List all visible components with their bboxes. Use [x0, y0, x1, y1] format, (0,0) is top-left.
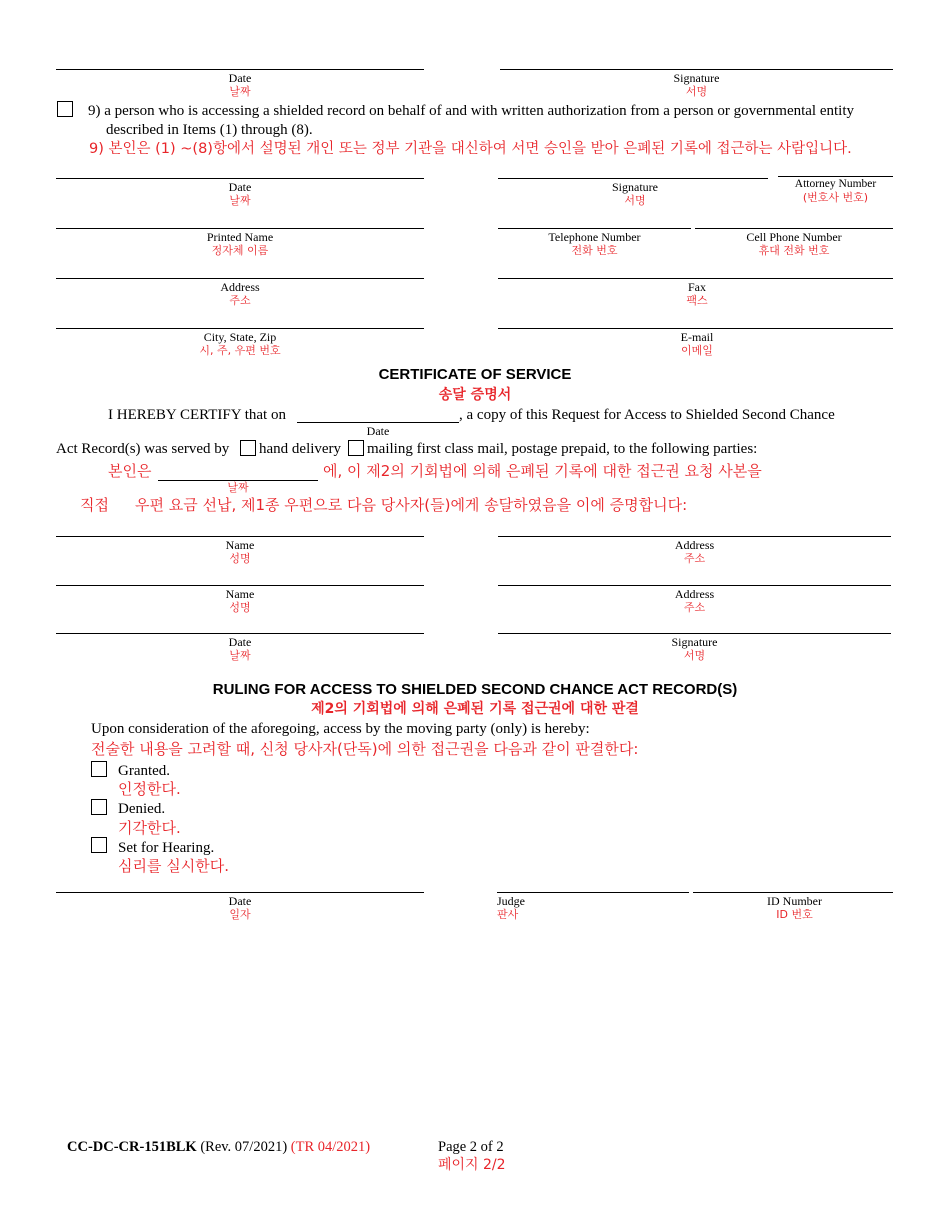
date-label: Date 날짜 [228, 180, 252, 207]
date-label: Date 날짜 [228, 71, 252, 98]
form-revision: (Rev. 07/2021) [200, 1139, 288, 1155]
granted-label: Granted. [118, 763, 171, 779]
hand-delivery-label-kr: 직접 [80, 496, 109, 514]
judge-label: Judge 판사 [497, 894, 525, 921]
form-number: CC-DC-CR-151BLK [67, 1139, 197, 1155]
field-line[interactable] [498, 228, 691, 229]
service-signature-label: Signature 서명 [671, 635, 718, 662]
service-date-line[interactable] [297, 422, 459, 423]
field-line[interactable] [56, 278, 424, 279]
mail-label: mailing first class mail, postage prepaid, to the following parties: [367, 441, 758, 457]
signature-line[interactable] [56, 69, 424, 70]
party-address-label: Address 주소 [674, 538, 715, 565]
granted-checkbox[interactable] [91, 761, 107, 777]
page-number-kr: 페이지 2/2 [438, 1157, 506, 1173]
field-line[interactable] [498, 178, 768, 179]
field-line[interactable] [693, 892, 893, 893]
attorney-number-label: Attorney Number (번호사 번호) [794, 178, 877, 204]
address-label: Address 주소 [220, 280, 260, 307]
field-line[interactable] [56, 328, 424, 329]
ruling-date-label: Date 일자 [228, 894, 252, 921]
form-id [67, 1138, 370, 1156]
certificate-title-kr: 송달 증명서 [438, 387, 512, 403]
page-number: Page 2 of 2 [438, 1139, 504, 1155]
party-address-label: Address 주소 [674, 587, 715, 614]
service-date-label: Date [366, 424, 390, 438]
denied-label: Denied. [118, 801, 166, 817]
fax-label: Fax 팩스 [686, 280, 708, 307]
service-sign-date-label: Date 날짜 [228, 635, 252, 662]
signature-line[interactable] [500, 69, 893, 70]
ruling-title-kr: 제2의 기회법에 의해 은폐된 기록 접근권에 대한 판결 [311, 701, 639, 717]
hearing-label-kr: 심리를 실시한다. [118, 857, 229, 875]
ruling-intro-kr: 전술한 내용을 고려할 때, 신청 당사자(단독)에 의한 접근권을 다음과 같이 판결한다: [91, 740, 639, 758]
field-line[interactable] [498, 633, 891, 634]
item9-text-kr: 9) 본인은 (1) ~(8)항에서 설명된 개인 또는 정부 기관을 대신하여 서면 승인을 받아 은폐된 기록에 접근하는 사람입니다. [89, 141, 852, 157]
denied-checkbox[interactable] [91, 799, 107, 815]
form-translation-revision: (TR 04/2021) [290, 1139, 371, 1155]
field-line[interactable] [498, 278, 893, 279]
printed-name-label: Printed Name 정자체 이름 [206, 230, 274, 257]
certificate-title: CERTIFICATE OF SERVICE [378, 366, 572, 383]
served-by-text: Act Record(s) was served by [56, 441, 230, 457]
hearing-label: Set for Hearing. [118, 840, 215, 856]
hand-delivery-label: hand delivery [259, 441, 342, 457]
field-line[interactable] [56, 892, 424, 893]
mail-checkbox[interactable] [348, 440, 364, 456]
email-label: E-mail 이메일 [680, 330, 714, 357]
mail-label-kr: 우편 요금 선납, 제1종 우편으로 다음 당사자(들)에게 송달하였음을 이에 증명합니다: [135, 496, 688, 514]
certify-text-kr: 본인은 [108, 462, 152, 480]
hearing-checkbox[interactable] [91, 837, 107, 853]
id-number-label: ID Number ID 번호 [767, 894, 822, 921]
certify-text-kr-cont: 에, 이 제2의 기회법에 의해 은폐된 기록에 대한 접근권 요청 사본을 [323, 462, 762, 480]
field-line[interactable] [497, 892, 689, 893]
field-line[interactable] [56, 585, 424, 586]
field-line[interactable] [498, 536, 891, 537]
field-line[interactable] [56, 633, 424, 634]
cell-phone-label: Cell Phone Number 휴대 전화 번호 [746, 230, 842, 257]
granted-label-kr: 인정한다. [118, 780, 181, 798]
item9-checkbox[interactable] [57, 101, 73, 117]
telephone-label: Telephone Number 전화 번호 [548, 230, 641, 257]
field-line[interactable] [56, 228, 424, 229]
certify-text-cont: , a copy of this Request for Access to Shielded Second Chance [459, 407, 835, 423]
city-state-zip-label: City, State, Zip 시, 주, 우편 번호 [199, 330, 281, 357]
field-line[interactable] [56, 536, 424, 537]
field-line[interactable] [56, 178, 424, 179]
field-line[interactable] [695, 228, 893, 229]
certify-text: I HEREBY CERTIFY that on [108, 407, 286, 423]
signature-label: Signature 서명 [612, 180, 658, 207]
denied-label-kr: 기각한다. [118, 819, 181, 837]
ruling-intro: Upon consideration of the aforegoing, access by the moving party (only) is hereby: [91, 721, 590, 737]
item9-text: 9) a person who is accessing a shielded record on behalf of and with written authorization from a person or governmental entity [88, 103, 855, 119]
field-line[interactable] [498, 585, 891, 586]
ruling-title: RULING FOR ACCESS TO SHIELDED SECOND CHANCE ACT RECORD(S) [212, 681, 738, 698]
signature-label: Signature 서명 [673, 71, 720, 98]
hand-delivery-checkbox[interactable] [240, 440, 256, 456]
item9-text-cont: described in Items (1) through (8). [106, 122, 313, 138]
party-name-label: Name 성명 [225, 538, 255, 565]
service-date-label-kr: 날짜 [227, 481, 249, 494]
party-name-label: Name 성명 [225, 587, 255, 614]
field-line[interactable] [498, 328, 893, 329]
